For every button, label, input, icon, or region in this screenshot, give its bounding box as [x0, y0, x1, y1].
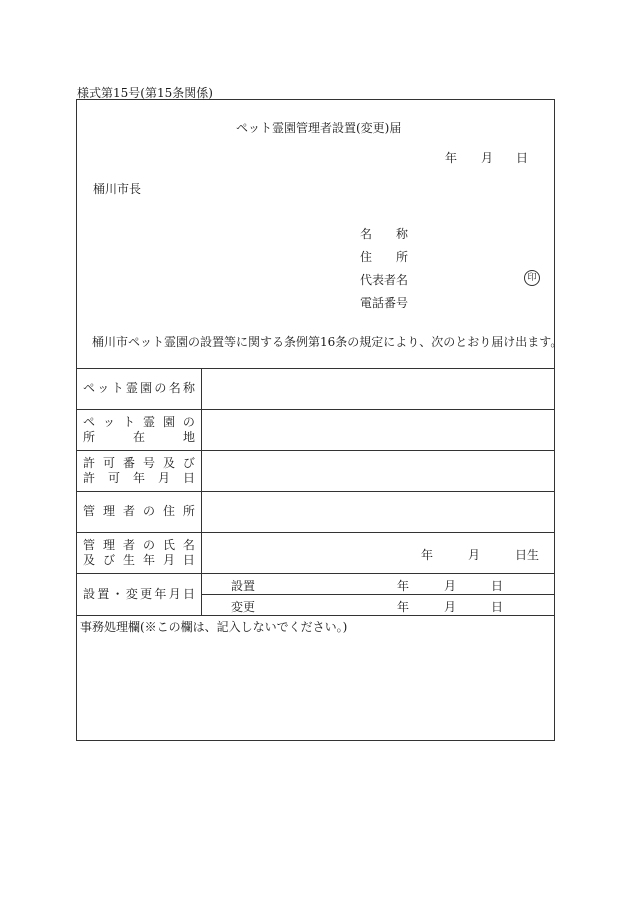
- subrow-divider: [201, 594, 555, 595]
- row-divider: [76, 573, 555, 574]
- row-divider: [76, 615, 555, 616]
- label-cemetery-location: ペ ッ ト 霊 園 の 所 在 地: [83, 415, 195, 444]
- row-divider: [76, 532, 555, 533]
- applicant-name-label-2: 称: [396, 227, 409, 241]
- change-month-label: 月: [444, 600, 457, 614]
- setup-month-label: 月: [444, 579, 457, 593]
- setup-day-label: 日: [491, 579, 504, 593]
- setup-label: 設置: [231, 579, 256, 593]
- form-title: ペット霊園管理者設置(変更)届: [236, 121, 402, 135]
- phone-label: 電話番号: [360, 296, 409, 310]
- setup-year-label: 年: [397, 579, 410, 593]
- addressee: 桶川市長: [93, 182, 142, 196]
- statement: 桶川市ペット霊園の設置等に関する条例第16条の規定により、次のとおり届け出ます。: [92, 335, 563, 349]
- label-manager-address: 管 理 者 の 住 所: [83, 504, 195, 518]
- table-top-line: [76, 368, 555, 369]
- change-label: 変更: [231, 600, 256, 614]
- date-year-label: 年: [445, 151, 458, 165]
- applicant-address-label-2: 所: [396, 250, 409, 264]
- date-day-label: 日: [516, 151, 529, 165]
- seal-mark: 印: [524, 270, 540, 286]
- birth-day-label: 日生: [515, 548, 540, 562]
- birth-month-label: 月: [468, 548, 481, 562]
- label-manager-name: 管 理 者 の 氏 名 及 び 生 年 月 日: [83, 538, 195, 567]
- row-divider: [76, 491, 555, 492]
- applicant-address-label-1: 住: [360, 250, 373, 264]
- label-permit: 許 可 番 号 及 び 許 可 年 月 日: [83, 456, 195, 485]
- applicant-name-label-1: 名: [360, 227, 373, 241]
- row-divider: [76, 409, 555, 410]
- office-use-label: 事務処理欄(※この欄は、記入しないでください。): [80, 620, 348, 634]
- date-month-label: 月: [481, 151, 494, 165]
- row-divider: [76, 450, 555, 451]
- label-cemetery-name: ペ ッ ト 霊 園 の 名 称: [83, 381, 195, 395]
- representative-label: 代表者名: [360, 273, 409, 287]
- birth-year-label: 年: [421, 548, 434, 562]
- change-year-label: 年: [397, 600, 410, 614]
- label-change-date: 設 置 ・ 変 更 年 月 日: [83, 587, 195, 601]
- change-day-label: 日: [491, 600, 504, 614]
- form-number: 様式第15号(第15条関係): [77, 86, 213, 100]
- column-divider: [201, 368, 202, 615]
